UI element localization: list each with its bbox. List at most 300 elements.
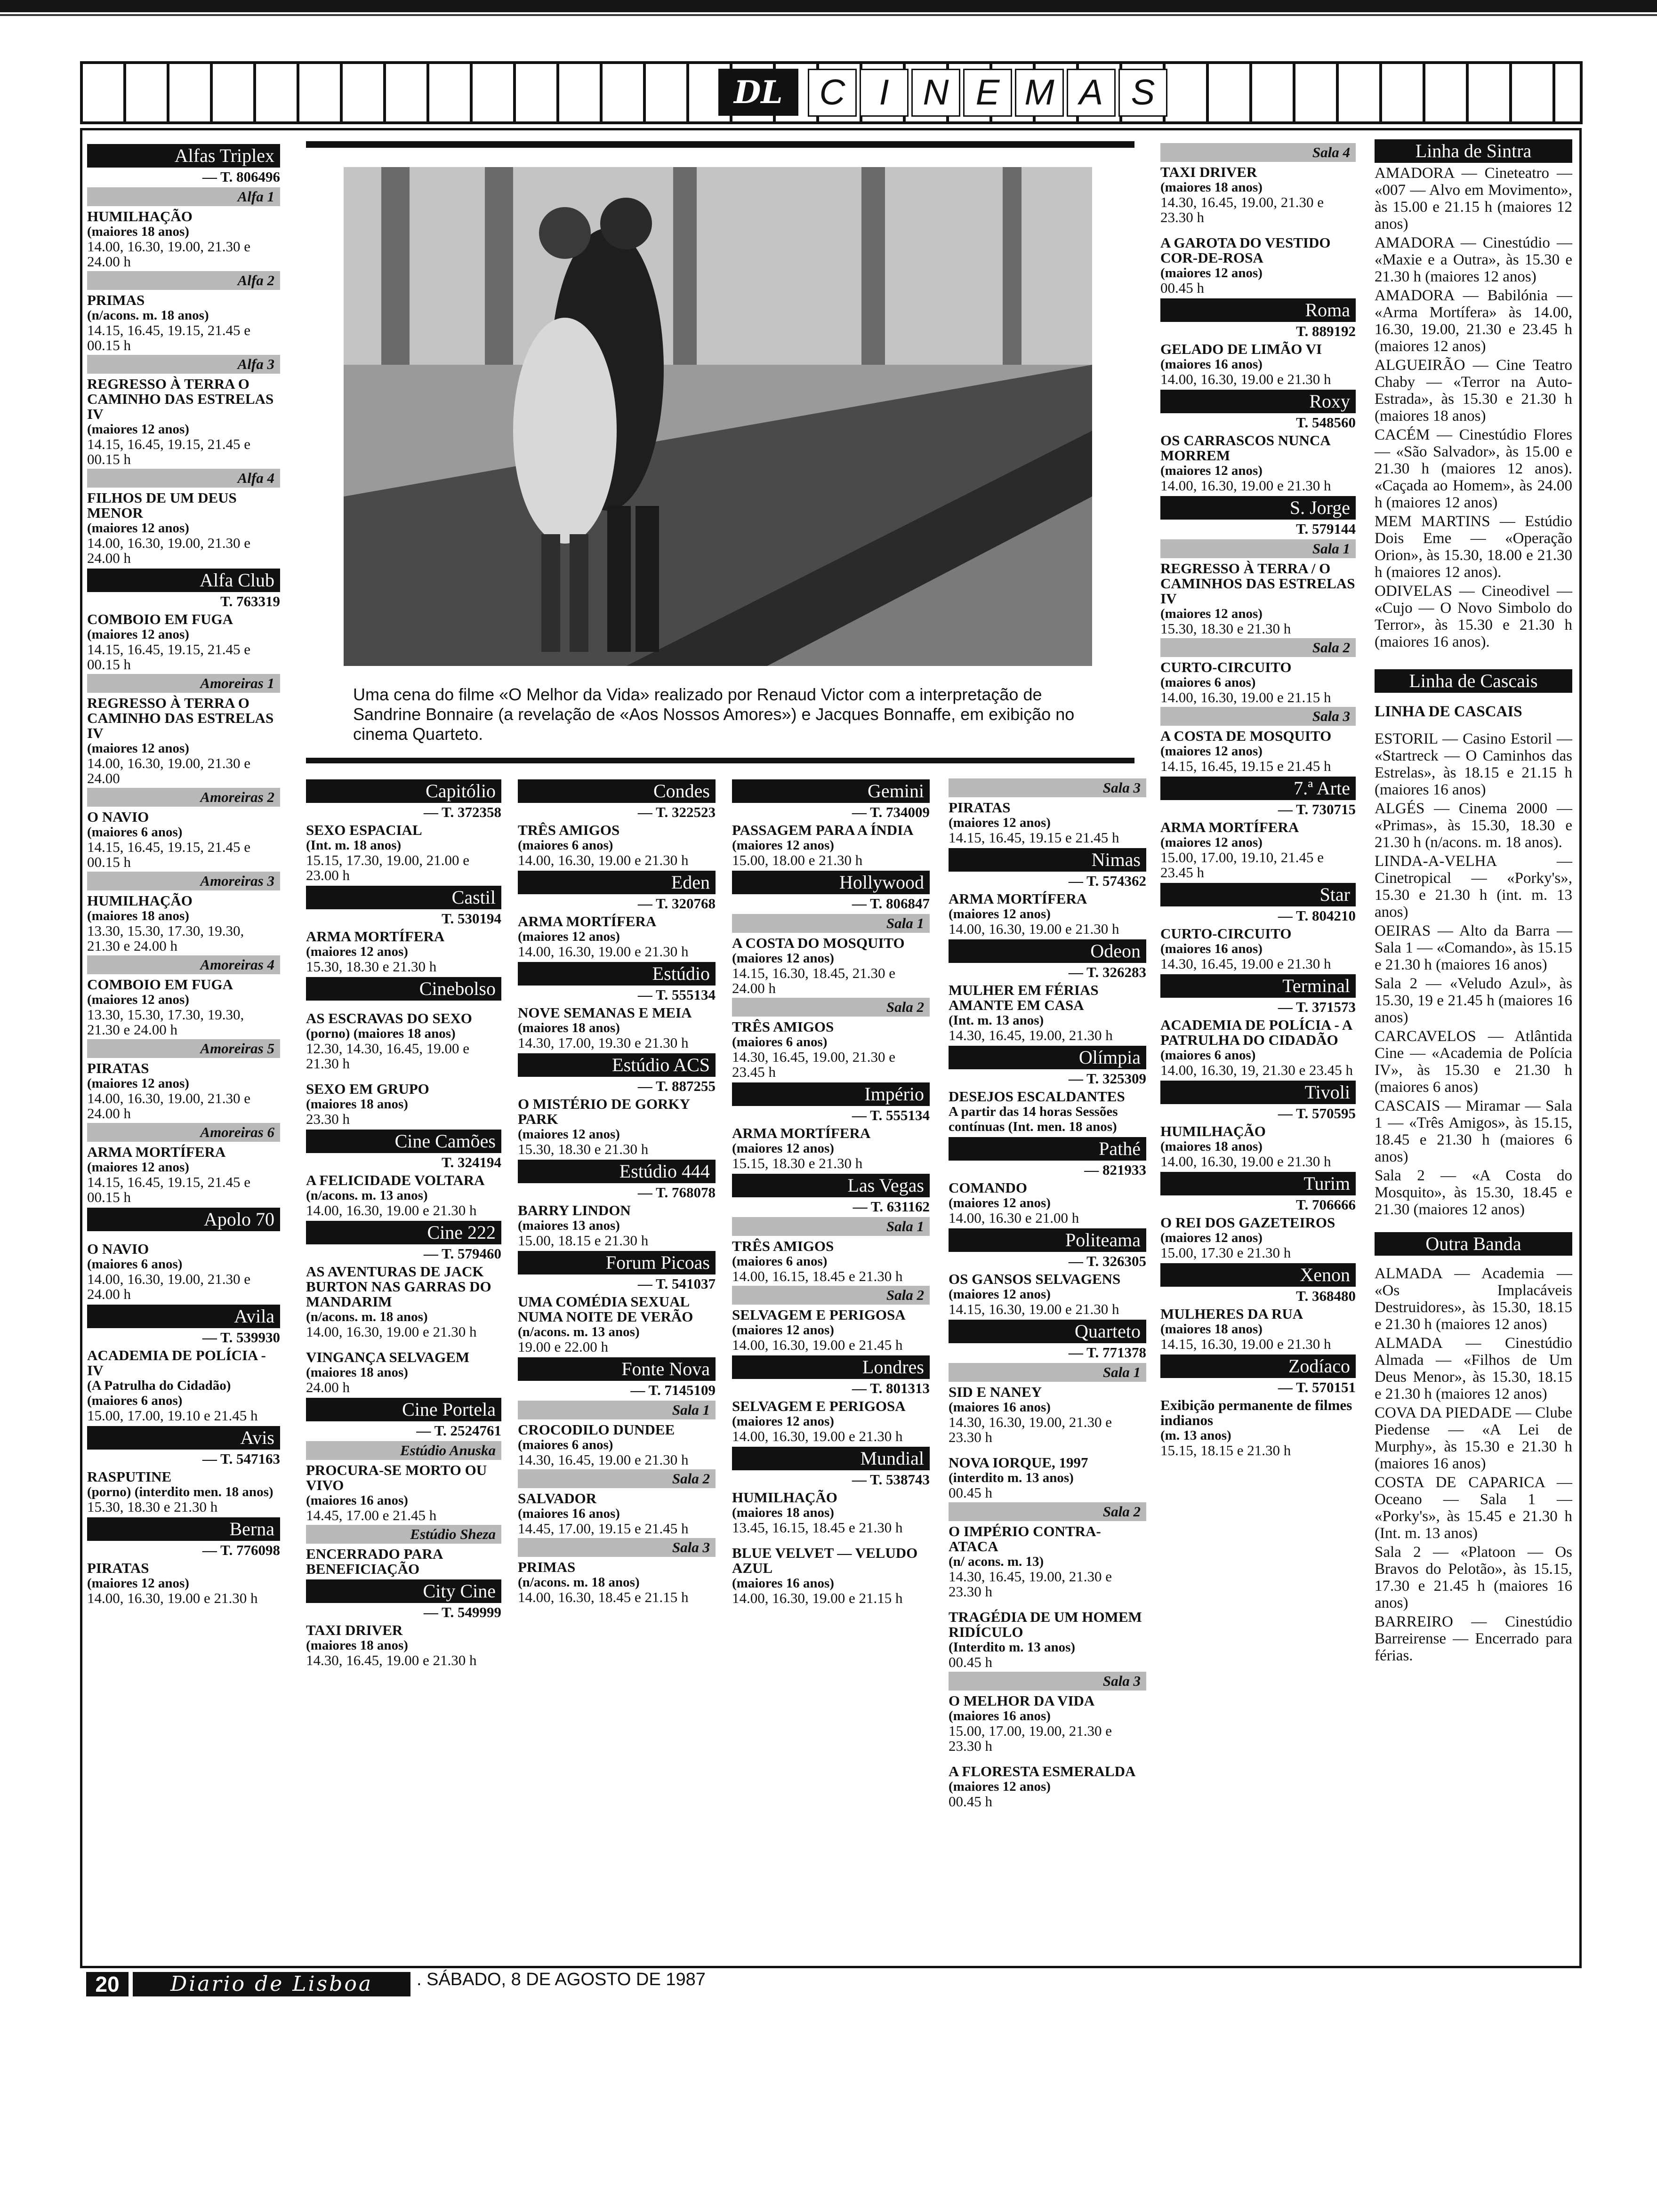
cinema-phone: — T. 326283 (1068, 964, 1146, 980)
film-title: OS GANSOS SELVAGENS (949, 1271, 1121, 1287)
section-bar-outra-banda: Outra Banda (1375, 1232, 1572, 1256)
cascais-heading: LINHA DE CASCAIS (1375, 703, 1522, 720)
cinema-name-bar: Mundial (732, 1447, 930, 1470)
cinema-phone: — T. 320768 (637, 895, 716, 912)
screen-label: Sala 1 (518, 1401, 716, 1419)
showtimes: 14.15, 16.45, 19.15, 21.45 e 00.15 h (87, 1174, 251, 1205)
film-title: TRAGÉDIA DE UM HOMEM RIDÍCULO (949, 1609, 1142, 1640)
film-rating: (maiores 18 anos) (1160, 1139, 1263, 1154)
photo-caption: Uma cena do filme «O Melhor da Vida» realizado por Renaud Victor com a interpretação de Sandrine Bonnaire (a revelação de «Aos Nossos Amores») e Jacques Bonnaffe, em exibição no cinema Quarteto. (353, 685, 1075, 744)
film-title: MULHER EM FÉRIAS AMANTE EM CASA (949, 982, 1099, 1013)
film-title: A FLORESTA ESMERALDA (949, 1763, 1136, 1779)
film-title: NOVE SEMANAS E MEIA (518, 1004, 692, 1021)
film-rating: (A Patrulha do Cidadão) (maiores 6 anos) (87, 1378, 231, 1408)
title-letter: E (963, 69, 1012, 117)
showtimes: 14.45, 17.00, 19.15 e 21.45 h (518, 1520, 689, 1537)
film-title: CURTO-CIRCUITO (1160, 659, 1292, 675)
showtimes: 12.30, 14.30, 16.45, 19.00 e 21.30 h (306, 1040, 470, 1072)
regional-listing: OEIRAS — Alto da Barra — Sala 1 — «Comando», às 15.15 e 21.30 h (maiores 16 anos) (1375, 922, 1572, 973)
cinema-phone: — T. 887255 (637, 1078, 716, 1094)
film-title: REGRESSO À TERRA O CAMINHO DAS ESTRELAS IV (87, 376, 274, 422)
cinema-name-bar: Pathé (949, 1137, 1146, 1161)
cinema-name-bar: Odeon (949, 939, 1146, 963)
film-rating: (maiores 6 anos) (1160, 675, 1256, 690)
regional-listing: AMADORA — Cineteatro — «007 — Alvo em Movimento», às 15.00 e 21.15 h (maiores 12 anos) (1375, 165, 1572, 232)
film-rating: (maiores 18 anos) (306, 1365, 408, 1380)
film-title: SID E NANEY (949, 1384, 1042, 1400)
cinema-phone: — T. 539930 (202, 1329, 280, 1346)
film-rating: (maiores 18 anos) (306, 1638, 408, 1653)
film-rating: (maiores 16 anos) (732, 1576, 834, 1591)
showtimes: 00.45 h (1160, 280, 1204, 296)
film-title: CROCODILO DUNDEE (518, 1421, 675, 1438)
film-rating: (maiores 6 anos) (1160, 1048, 1256, 1063)
showtimes: 14.15, 16.45, 19.15 e 21.45 h (949, 829, 1119, 846)
film-title: TRÊS AMIGOS (732, 1018, 834, 1035)
section-banner (80, 61, 1583, 124)
cinema-name-bar: Eden (518, 871, 716, 894)
showtimes: 14.45, 17.00 e 21.45 h (306, 1507, 437, 1523)
cinema-phone: — T. 579460 (423, 1245, 501, 1262)
regional-listing: Sala 2 — «Platoon — Os Bravos do Pelotão», às 15.15, 17.30 e 21.45 h (maiores 16 anos) (1375, 1544, 1572, 1611)
regional-listing: ESTORIL — Casino Estoril — «Startreck — O Caminhos das Estrelas», às 18.15 e 21.15 h (maiores 16 anos) (1375, 730, 1572, 798)
film-title: GELADO DE LIMÃO VI (1160, 341, 1322, 357)
showtimes: 14.00, 16.30, 19.00, 21.30 e 24.00 h (87, 535, 251, 566)
cinema-name-bar: Xenon (1160, 1263, 1356, 1287)
cinema-name-bar: Londres (732, 1355, 930, 1379)
cinema-phone: — T. 806496 (202, 168, 280, 185)
film-rating: (maiores 18 anos) (732, 1505, 834, 1520)
cinema-name-bar: Cine 222 (306, 1221, 501, 1244)
cinema-phone: — T. 547163 (202, 1451, 280, 1467)
showtimes: 13.45, 16.15, 18.45 e 21.30 h (732, 1519, 903, 1536)
cinema-name-bar: Avila (87, 1305, 280, 1328)
cinema-phone: — T. 555134 (637, 986, 716, 1003)
film-rating: (maiores 12 anos) (1160, 835, 1263, 850)
film-title: OS CARRASCOS NUNCA MORREM (1160, 432, 1330, 464)
film-rating: (maiores 12 anos) (87, 627, 189, 642)
film-title: O REI DOS GAZETEIROS (1160, 1214, 1335, 1231)
film-title: ARMA MORTÍFERA (732, 1125, 871, 1141)
cinema-name-bar: Hollywood (732, 871, 930, 894)
cinema-phone: — T. 734009 (852, 804, 930, 820)
screen-label: Sala 1 (732, 1217, 930, 1236)
cinema-phone: — T. 549999 (423, 1604, 501, 1620)
column-5 (949, 777, 1146, 1809)
film-title: ARMA MORTÍFERA (518, 913, 657, 930)
showtimes: 15.00, 18.15 e 21.30 h (518, 1232, 649, 1249)
cinema-phone: T. 579144 (1296, 521, 1356, 537)
film-rating: (maiores 12 anos) (949, 1287, 1051, 1302)
film-rating: (maiores 18 anos) (87, 224, 189, 239)
cinema-phone: — T. 372358 (423, 804, 501, 820)
cinema-name-bar: Las Vegas (732, 1174, 930, 1197)
film-rating: (maiores 6 anos) (518, 1437, 613, 1452)
screen-label: Sala 3 (949, 1672, 1146, 1691)
column-7-regional (1375, 136, 1572, 1666)
cinema-phone: — T. 806847 (852, 895, 930, 912)
sintra-listings (1375, 165, 1572, 650)
film-rating: (porno) (interdito men. 18 anos) (87, 1484, 273, 1499)
film-rating: (maiores 12 anos) (732, 1322, 834, 1338)
cinema-name-bar: Império (732, 1082, 930, 1106)
screen-label: Sala 2 (732, 1286, 930, 1305)
showtimes: 14.00, 16.30, 19.00 e 21.30 h (732, 1428, 903, 1444)
cinema-phone: T. 706666 (1296, 1196, 1356, 1213)
film-rating: (n/acons. m. 13 anos) (306, 1188, 428, 1203)
regional-listing: AMADORA — Babilónia — «Arma Mortífera» às 14.00, 16.30, 19.00, 21.30 e 23.45 h (maiores 12 anos) (1375, 287, 1572, 355)
showtimes: 14.15, 16.30, 18.45, 21.30 e 24.00 h (732, 965, 896, 996)
regional-listing: COSTA DE CAPARICA — Oceano — Sala 1 — «Porky's», às 15.45 e 21.30 h (Int. m. 13 anos) (1375, 1474, 1572, 1542)
film-title: COMANDO (949, 1179, 1028, 1196)
film-rating: (maiores 12 anos) (87, 1576, 189, 1591)
cinema-phone: — T. 371573 (1278, 999, 1356, 1015)
film-rating: (n/acons. m. 18 anos) (87, 308, 209, 323)
screen-label: Amoreiras 4 (87, 955, 280, 974)
film-title: O NAVIO (87, 809, 149, 825)
showtimes: 14.30, 16.45, 19.00, 21.30 e 23.45 h (732, 1049, 896, 1080)
regional-listing: AMADORA — Cinestúdio — «Maxie e a Outra», às 15.30 e 21.30 h (maiores 12 anos) (1375, 234, 1572, 285)
film-title: O NAVIO (87, 1241, 149, 1257)
film-title: AS AVENTURAS DE JACK BURTON NAS GARRAS DO MANDARIM (306, 1263, 491, 1310)
cinema-name-bar: Cinebolso (306, 977, 501, 1001)
showtimes: 14.30, 16.45, 19.00 e 21.30 h (518, 1451, 689, 1468)
cinema-name-bar: Forum Picoas (518, 1251, 716, 1274)
cinema-phone: — T. 7145109 (630, 1382, 716, 1398)
regional-listing: LINDA-A-VELHA — Cinetropical — «Porky's», 15.30 e 21.30 h (int. m. 13 anos) (1375, 853, 1572, 921)
showtimes: 14.30, 16.45, 19.00 e 21.30 h (306, 1652, 477, 1668)
film-title: Exibição permanente de filmes indianos (1160, 1397, 1352, 1428)
outra-banda-listings (1375, 1265, 1572, 1664)
film-title: ACADEMIA DE POLÍCIA - IV (87, 1347, 266, 1378)
film-title: HUMILHAÇÃO (87, 892, 193, 909)
film-title: PIRATAS (949, 799, 1011, 816)
cinema-phone: — T. 574362 (1068, 873, 1146, 889)
film-rating: (n/ acons. m. 13) (949, 1554, 1044, 1569)
screen-label: Amoreiras 5 (87, 1039, 280, 1058)
showtimes: 14.00, 16.30, 19.00 e 21.30 h (306, 1202, 477, 1218)
cinema-name-bar: Alfa Club (87, 569, 280, 592)
cinema-phone: — T. 804210 (1278, 907, 1356, 924)
cinema-phone: — T. 570151 (1278, 1379, 1356, 1395)
cinema-name-bar: Apolo 70 (87, 1208, 280, 1231)
showtimes: 14.15, 16.45, 19.15, 21.45 e 00.15 h (87, 436, 251, 467)
cinema-phone: T. 763319 (220, 593, 280, 609)
film-rating: (Interdito m. 13 anos) (949, 1640, 1076, 1655)
film-title: ARMA MORTÍFERA (1160, 819, 1299, 835)
film-rating: (maiores 12 anos) (518, 1127, 620, 1142)
film-title: HUMILHAÇÃO (87, 208, 193, 224)
regional-listing: BARREIRO — Cinestúdio Barreirense — Encerrado para férias. (1375, 1613, 1572, 1664)
film-title: FILHOS DE UM DEUS MENOR (87, 489, 237, 521)
cinema-phone: — T. 730715 (1278, 801, 1356, 817)
film-title: SELVAGEM E PERIGOSA (732, 1306, 906, 1323)
showtimes: 15.30, 18.30 e 21.30 h (1160, 620, 1291, 637)
film-title: HUMILHAÇÃO (1160, 1123, 1266, 1139)
film-rating: (n/acons. m. 18 anos) (306, 1309, 428, 1324)
showtimes: 14.00, 16.30, 18.45 e 21.15 h (518, 1589, 689, 1605)
cinema-phone: — T. 776098 (202, 1542, 280, 1558)
film-title: ACADEMIA DE POLÍCIA - A PATRULHA DO CIDADÃO (1160, 1017, 1352, 1048)
screen-label: Sala 2 (1160, 638, 1356, 657)
cinema-name-bar: Estúdio (518, 962, 716, 986)
film-rating: (maiores 12 anos) (732, 1414, 834, 1429)
cinema-phone: T. 548560 (1296, 414, 1356, 431)
cinema-phone: — T. 768078 (637, 1184, 716, 1201)
film-title: NOVA IORQUE, 1997 (949, 1454, 1088, 1471)
cinema-name-bar: Olímpia (949, 1046, 1146, 1069)
cinema-phone: — T. 631162 (853, 1198, 930, 1215)
film-title: CURTO-CIRCUITO (1160, 925, 1292, 942)
showtimes: 14.00, 16.30, 19.00 e 21.30 h (1160, 371, 1331, 387)
showtimes: 14.00, 16.30, 19.00 e 21.15 h (1160, 689, 1331, 705)
regional-listing: ODIVELAS — Cineodivel — «Cujo — O Novo Simbolo do Terror», às 15.30 e 21.30 h (maiores 16 anos). (1375, 583, 1572, 650)
film-title: TAXI DRIVER (1160, 164, 1257, 180)
film-title: AS ESCRAVAS DO SEXO (306, 1010, 472, 1026)
cinema-phone: T. 368480 (1296, 1288, 1356, 1304)
showtimes: 14.30, 16.45, 19.00 e 21.30 h (1160, 955, 1331, 972)
showtimes: 24.00 h (306, 1379, 350, 1395)
film-title: ENCERRADO PARA BENEFICIAÇÃO (306, 1546, 442, 1577)
section-bar-cascais: Linha de Cascais (1375, 669, 1572, 693)
film-rating: (maiores 6 anos) (87, 1257, 183, 1272)
film-title: BLUE VELVET — VELUDO AZUL (732, 1545, 918, 1576)
film-rating: (maiores 12 anos) (949, 1195, 1051, 1210)
cascais-listings (1375, 730, 1572, 1218)
film-rating: (maiores 16 anos) (1160, 357, 1263, 372)
showtimes: 14.00, 16.30, 19, 21.30 e 23.45 h (1160, 1062, 1353, 1078)
column-6 (1160, 141, 1356, 1458)
cinema-phone: — T. 325309 (1068, 1070, 1146, 1087)
film-rating: (maiores 18 anos) (87, 908, 189, 923)
showtimes: 14.00, 16.30, 19.00 e 21.15 h (732, 1590, 903, 1606)
showtimes: 14.00, 16.30, 19.00 e 21.30 h (518, 852, 689, 868)
showtimes: 15.00, 18.00 e 21.30 h (732, 852, 863, 868)
cinema-phone: — T. 326305 (1068, 1253, 1146, 1269)
cinema-phone: T. 889192 (1296, 323, 1356, 339)
film-rating: (maiores 12 anos) (518, 929, 620, 944)
column-3 (518, 777, 716, 1605)
masthead: Diario de Lisboa (133, 1972, 410, 1996)
cinema-name-bar: Estúdio 444 (518, 1160, 716, 1183)
film-rating: A partir das 14 horas Sessões contínuas (Int. men. 18 anos) (949, 1104, 1118, 1134)
cinema-name-bar: Condes (518, 779, 716, 803)
showtimes: 15.30, 18.30 e 21.30 h (306, 958, 437, 975)
cinema-name-bar: Nimas (949, 848, 1146, 872)
showtimes: 15.30, 18.30 e 21.30 h (518, 1141, 649, 1157)
showtimes: 14.00, 16.15, 18.45 e 21.30 h (732, 1268, 903, 1284)
cinema-phone: — T. 801313 (852, 1380, 930, 1396)
issue-date: . SÁBADO, 8 DE AGOSTO DE 1987 (417, 1970, 706, 1989)
showtimes: 14.30, 17.00, 19.30 e 21.30 h (518, 1034, 689, 1051)
film-title: A FELICIDADE VOLTARA (306, 1172, 485, 1188)
cinema-phone: T. 530194 (442, 910, 501, 927)
film-title: ARMA MORTÍFERA (87, 1144, 226, 1160)
page-number: 20 (86, 1972, 129, 1996)
film-rating: (maiores 6 anos) (518, 838, 613, 853)
film-title: UMA COMÉDIA SEXUAL NUMA NOITE DE VERÃO (518, 1293, 693, 1325)
film-title: SALVADOR (518, 1490, 597, 1507)
showtimes: 15.00, 17.00, 19.10 e 21.45 h (87, 1407, 258, 1424)
screen-label: Sala 2 (949, 1502, 1146, 1521)
regional-listing: ALGÉS — Cinema 2000 — «Primas», às 15.30, 18.30 e 21.30 h (n/acons. m. 18 anos). (1375, 800, 1572, 851)
showtimes: 00.45 h (949, 1484, 992, 1501)
dl-logo: DL (718, 69, 798, 116)
film-rating: (n/acons. m. 13 anos) (518, 1324, 640, 1339)
cinema-name-bar: Castil (306, 886, 501, 909)
showtimes: 14.15, 16.45, 19.15, 21.45 e 00.15 h (87, 322, 251, 353)
film-rating: (maiores 6 anos) (732, 1254, 828, 1269)
film-title: PIRATAS (87, 1560, 149, 1576)
film-still-illustration (344, 167, 1092, 666)
screen-label: Amoreiras 1 (87, 674, 280, 693)
film-rating: (maiores 12 anos) (949, 1779, 1051, 1794)
screen-label: Alfa 1 (87, 187, 280, 206)
screen-label: Amoreiras 2 (87, 788, 280, 807)
film-title: ARMA MORTÍFERA (949, 890, 1087, 907)
cinema-name-bar: Roma (1160, 298, 1356, 322)
film-title: O IMPÉRIO CONTRA-ATACA (949, 1523, 1101, 1555)
film-title: HUMILHAÇÃO (732, 1489, 837, 1506)
film-rating: (maiores 12 anos) (949, 906, 1051, 922)
caption-bottom-rule (306, 758, 1134, 763)
cinema-phone: — T. 538743 (852, 1471, 930, 1488)
cinema-name-bar: Terminal (1160, 974, 1356, 998)
title-letter: A (1067, 69, 1116, 117)
showtimes: 14.15, 16.30, 19.00 e 21.30 h (1160, 1336, 1331, 1352)
cinema-phone: — T. 2524761 (416, 1422, 501, 1439)
film-title: BARRY LINDON (518, 1202, 631, 1218)
film-rating: (maiores 18 anos) (306, 1097, 408, 1112)
showtimes: 14.00, 16.30, 19.00, 21.30 e 24.00 (87, 755, 251, 786)
film-title: COMBOIO EM FUGA (87, 976, 233, 993)
showtimes: 19.00 e 22.00 h (518, 1338, 609, 1355)
showtimes: 14.00, 16.30, 19.00, 21.30 e 24.00 h (87, 1271, 251, 1302)
showtimes: 00.45 h (949, 1793, 992, 1810)
showtimes: 15.30, 18.30 e 21.30 h (87, 1499, 218, 1515)
showtimes: 14.15, 16.45, 19.15, 21.45 e 00.15 h (87, 641, 251, 673)
film-title: REGRESSO À TERRA / O CAMINHOS DAS ESTRELAS IV (1160, 560, 1355, 607)
film-title: MULHERES DA RUA (1160, 1306, 1303, 1322)
film-title: REGRESSO À TERRA O CAMINHO DAS ESTRELAS IV (87, 695, 274, 741)
regional-listing: COVA DA PIEDADE — Clube Piedense — «A Lei de Murphy», às 15.30 e 21.30 h (maiores 16 anos) (1375, 1404, 1572, 1472)
film-rating: (maiores 12 anos) (1160, 744, 1263, 759)
showtimes: 13.30, 15.30, 17.30, 19.30, 21.30 e 24.00 h (87, 1006, 244, 1038)
film-rating: (maiores 12 anos) (732, 1141, 834, 1156)
film-rating: (Int. m. 18 anos) (306, 838, 402, 853)
film-title: RASPUTINE (87, 1468, 172, 1485)
regional-listing: MEM MARTINS — Estúdio Dois Eme — «Operação Orion», às 15.30, 18.00 e 21.30 h (maiores 12 anos). (1375, 513, 1572, 581)
film-rating: (maiores 6 anos) (87, 825, 183, 840)
film-rating: (maiores 12 anos) (87, 521, 189, 536)
screen-label: Sala 1 (949, 1363, 1146, 1382)
showtimes: 14.00, 16.30, 19.00 e 21.30 h (949, 921, 1119, 937)
showtimes: 15.00, 17.00, 19.10, 21.45 e 23.45 h (1160, 849, 1324, 881)
film-title: O MELHOR DA VIDA (949, 1692, 1095, 1709)
screen-label: Sala 2 (732, 998, 930, 1017)
title-letter: I (860, 69, 909, 117)
cinema-name-bar: City Cine (306, 1579, 501, 1603)
cinema-name-bar: Gemini (732, 779, 930, 803)
showtimes: 14.30, 16.30, 19.00, 21.30 e 23.30 h (949, 1414, 1112, 1445)
screen-label: Sala 3 (1160, 707, 1356, 726)
film-rating: (maiores 12 anos) (87, 422, 189, 437)
screen-label: Amoreiras 3 (87, 872, 280, 890)
showtimes: 15.00, 17.30 e 21.30 h (1160, 1244, 1291, 1261)
showtimes: 14.00, 16.30, 19.00, 21.30 e 24.00 h (87, 1090, 251, 1122)
film-title: PIRATAS (87, 1060, 149, 1076)
cinema-name-bar: Zodíaco (1160, 1354, 1356, 1378)
cinema-phone: — T. 771378 (1068, 1344, 1146, 1361)
screen-label: Sala 1 (1160, 539, 1356, 558)
film-rating: (maiores 12 anos) (1160, 265, 1263, 281)
screen-label: Estúdio Sheza (306, 1525, 501, 1544)
film-rating: (maiores 12 anos) (1160, 1230, 1263, 1245)
film-rating: (maiores 12 anos) (87, 741, 189, 756)
showtimes: 23.30 h (306, 1111, 350, 1127)
cinema-phone: — T. 322523 (637, 804, 716, 820)
film-rating: (maiores 12 anos) (949, 815, 1051, 830)
screen-label: Amoreiras 6 (87, 1123, 280, 1142)
film-rating: (maiores 16 anos) (306, 1493, 408, 1508)
photo-top-rule (306, 141, 1134, 148)
film-rating: (interdito m. 13 anos) (949, 1470, 1074, 1485)
film-title: SEXO ESPACIAL (306, 822, 422, 838)
cinema-name-bar: S. Jorge (1160, 496, 1356, 520)
film-rating: (maiores 18 anos) (518, 1020, 620, 1035)
screen-label: Sala 3 (518, 1538, 716, 1557)
film-title: A GAROTA DO VESTIDO COR-DE-ROSA (1160, 234, 1331, 266)
regional-listing: CACÉM — Cinestúdio Flores — «São Salvador», às 15.00 e 21.30 h (maiores 12 anos). «Caçada ao Homem», às 24.00 h (maiores 12 anos) (1375, 426, 1572, 511)
cinema-name-bar: Estúdio ACS (518, 1053, 716, 1077)
film-title: A COSTA DO MOSQUITO (732, 935, 905, 951)
cinema-name-bar: Cine Portela (306, 1398, 501, 1421)
showtimes: 14.00, 16.30, 19.00 e 21.30 h (306, 1323, 477, 1340)
showtimes: 15.15, 18.30 e 21.30 h (732, 1155, 863, 1171)
regional-listing: CASCAIS — Miramar — Sala 1 — «Três Amigos», às 15.15, 18.45 e 21.30 h (maiores 6 anos) (1375, 1098, 1572, 1165)
film-rating: (m. 13 anos) (1160, 1428, 1231, 1443)
regional-listing: Sala 2 — «A Costa do Mosquito», às 15.30, 18.45 e 21.30 (maiores 12 anos) (1375, 1167, 1572, 1218)
section-title (808, 69, 1170, 116)
film-rating: (maiores 16 anos) (1160, 941, 1263, 956)
film-title: ARMA MORTÍFERA (306, 928, 445, 945)
film-title: SELVAGEM E PERIGOSA (732, 1398, 906, 1414)
cinema-name-bar: Fonte Nova (518, 1357, 716, 1381)
showtimes: 14.00, 16.30, 19.00 e 21.45 h (732, 1337, 903, 1353)
film-rating: (n/acons. m. 18 anos) (518, 1575, 640, 1590)
cinema-name-bar: Cine Camões (306, 1130, 501, 1153)
film-rating: (maiores 13 anos) (518, 1218, 620, 1233)
film-title: DESEJOS ESCALDANTES (949, 1088, 1125, 1105)
cinema-name-bar: 7.ª Arte (1160, 777, 1356, 800)
cinema-name-bar: Berna (87, 1517, 280, 1541)
film-title: COMBOIO EM FUGA (87, 611, 233, 627)
regional-listing: ALMADA — Cinestúdio Almada — «Filhos de Um Deus Menor», às 15.30, 18.15 e 21.30 h (maiores 12 anos) (1375, 1335, 1572, 1403)
cinema-name-bar: Tivoli (1160, 1081, 1356, 1104)
showtimes: 14.15, 16.45, 19.15, 21.45 e 00.15 h (87, 839, 251, 870)
cinema-phone: — 821933 (1084, 1162, 1146, 1178)
regional-listing: Sala 2 — «Veludo Azul», às 15.30, 19 e 21.45 h (maiores 16 anos) (1375, 975, 1572, 1026)
film-title: TAXI DRIVER (306, 1622, 403, 1638)
column-2 (306, 777, 501, 1668)
film-rating: (maiores 12 anos) (1160, 606, 1263, 621)
screen-label: Sala 2 (518, 1469, 716, 1488)
title-letter: S (1118, 69, 1167, 117)
cinema-name-bar: Star (1160, 883, 1356, 906)
cinema-phone: — T. 570595 (1278, 1105, 1356, 1122)
title-letter: M (1015, 69, 1064, 117)
screen-label: Sala 4 (1160, 143, 1356, 162)
